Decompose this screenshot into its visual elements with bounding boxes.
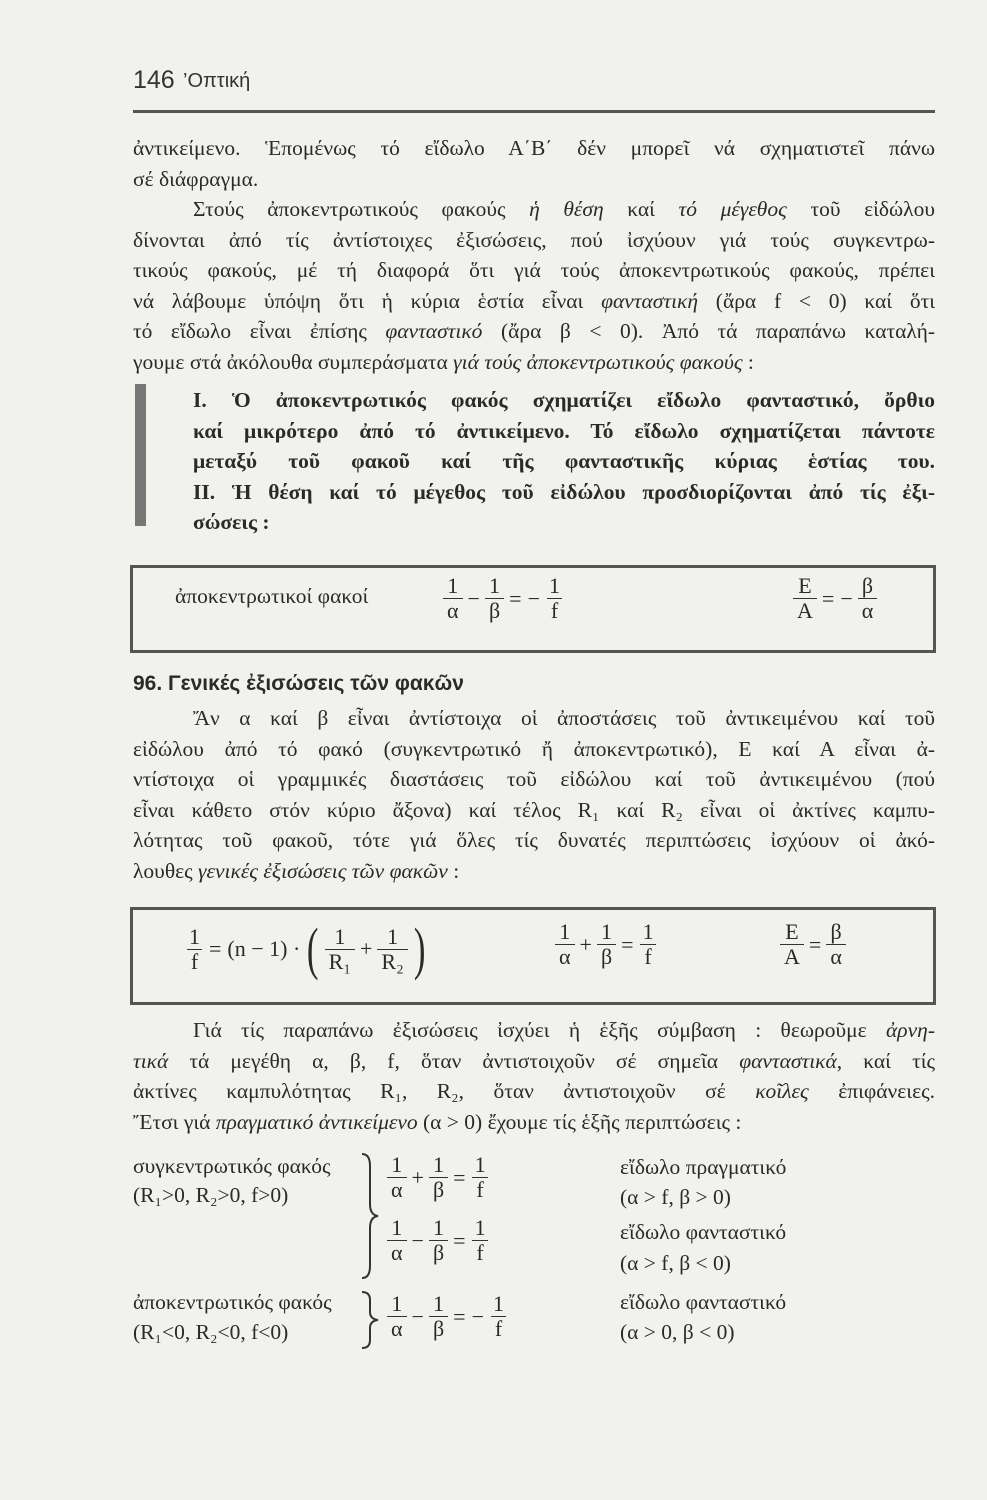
virtual-image-equation	[385, 1216, 492, 1265]
conclusions	[193, 385, 935, 538]
text-line	[193, 385, 935, 416]
denominator: f	[491, 1316, 506, 1341]
text-line	[133, 856, 935, 887]
text-line	[133, 286, 935, 317]
diverging-image-conditions: (α > 0, β < 0)	[620, 1320, 735, 1344]
italic-text: φανταστικά	[739, 1048, 837, 1073]
fraction	[429, 1216, 448, 1265]
text-segment: (ἄρα f < 0) καί ὅτι	[698, 288, 935, 313]
italic-text: φανταστική	[601, 288, 699, 313]
operator: +	[359, 936, 373, 961]
numerator: 1	[489, 573, 501, 598]
real-image-label: εἴδωλο πραγματικό	[620, 1155, 787, 1179]
text-line	[133, 795, 935, 826]
text-segment: Ἔτσι γιά	[133, 1109, 216, 1134]
text-segment: (ἄρα β < 0). Ἀπό τά παραπάνω καταλή-	[482, 319, 935, 343]
equation-box-general	[130, 907, 936, 1005]
text-segment: τοῦ εἰδώλου	[786, 197, 935, 221]
text-segment: λουθες	[133, 858, 199, 883]
box-label: ἀποκεντρωτικοί φακοί	[175, 584, 369, 608]
paragraph-3	[133, 703, 935, 886]
text-line	[193, 477, 935, 508]
operator: +	[579, 931, 592, 957]
numerator: β	[861, 573, 874, 598]
operator: =	[209, 936, 222, 961]
fraction	[555, 920, 575, 969]
operator: −	[467, 585, 480, 611]
denominator: α	[555, 944, 575, 969]
lens-equation	[441, 574, 566, 623]
fraction	[545, 574, 564, 623]
fraction	[489, 1292, 508, 1341]
denominator: f	[472, 1177, 487, 1202]
text-segment: , καί τίς	[836, 1048, 936, 1073]
numerator: 1	[447, 573, 459, 598]
text-segment: γουμε στά ἀκόλουθα συμπεράσματα	[133, 349, 454, 374]
fraction	[185, 925, 204, 974]
text-segment: Ι. Ὁ ἀποκεντρωτικός φακός σχηματίζει εἴδωλο φανταστικό, ὄρθιο	[193, 388, 935, 412]
text-segment: Ἄν α καί β εἶναι ἀντίστοιχα οἱ ἀποστάσεις τοῦ ἀντικειμένου καί τοῦ	[193, 706, 935, 730]
text-segment: ἀντικείμενο. Ἑπομένως τό εἴδωλο Α΄Β΄ δέν μπορεῖ νά σχηματιστεῖ πάνω	[133, 136, 935, 160]
paragraph-1	[133, 133, 935, 194]
converging-lens-conditions: (R₁>0, R₂>0, f>0)	[133, 1183, 289, 1207]
italic-text: τικά	[133, 1048, 169, 1073]
numerator: 1	[474, 1215, 486, 1240]
denominator: α	[858, 598, 878, 623]
text-line	[133, 255, 935, 286]
text-segment: σέ διάφραγμα.	[133, 166, 259, 191]
text-segment: τικούς φακούς, μέ τή διαφορά ὅτι γιά τούς ἀποκεντρωτικούς φακούς, πρέπει	[133, 258, 935, 282]
lens-equation	[553, 920, 660, 969]
numerator: 1	[391, 1152, 403, 1177]
text-segment: λότητας τοῦ φακοῦ, τότε γιά ὅλες τίς δυνατές περιπτώσεις ἰσχύουν οἱ ἀκό-	[133, 828, 935, 852]
operator: =	[808, 931, 822, 957]
text-segment: ντίστοιχα οἱ γραμμικές διαστάσεις τοῦ εἰδώλου καί τοῦ ἀντικειμένου (πού	[133, 767, 935, 791]
fraction	[429, 1292, 448, 1341]
text-segment: (α > 0) ἔχουμε τίς ἑξῆς περιπτώσεις :	[417, 1109, 742, 1134]
denominator: β	[429, 1240, 448, 1265]
paragraph-4	[133, 1015, 935, 1137]
denominator: f	[547, 598, 562, 623]
real-image-conditions: (α > f, β > 0)	[620, 1185, 731, 1209]
text-line	[133, 1107, 935, 1138]
running-header: ’Οπτική	[183, 70, 251, 92]
operator: −	[411, 1227, 424, 1253]
text-segment: καί	[603, 197, 679, 221]
denominator: f	[187, 949, 202, 974]
fraction	[639, 920, 658, 969]
italic-text: τό μέγεθος	[678, 197, 787, 221]
denominator: R₁	[325, 949, 355, 974]
denominator: f	[640, 944, 655, 969]
denominator: α	[387, 1177, 407, 1202]
text-line	[133, 1015, 935, 1046]
text-line	[193, 446, 935, 477]
converging-lens-label: συγκεντρωτικός φακός	[133, 1154, 331, 1178]
denominator: β	[429, 1177, 448, 1202]
fraction	[429, 1153, 448, 1202]
numerator: 1	[642, 919, 654, 944]
text-segment: ἐπιφάνειες.	[808, 1079, 935, 1103]
denominator: R₂	[377, 949, 407, 974]
denominator: Α	[780, 944, 804, 969]
italic-text: γενικές ἐξισώσεις τῶν φακῶν	[198, 858, 448, 883]
text-segment: δίνονται ἀπό τίς ἀντίστοιχες ἐξισώσεις, πού ἰσχύουν γιά τούς συγκεντρω-	[133, 227, 935, 252]
page-number: 146	[133, 66, 175, 94]
section-heading: 96. Γενικές ἐξισώσεις τῶν φακῶν	[133, 672, 464, 695]
text-line	[133, 1076, 935, 1107]
operator: −	[471, 1303, 484, 1329]
italic-text: πραγματικό ἀντικείμενο	[215, 1109, 418, 1134]
fraction	[377, 925, 407, 974]
fraction	[597, 920, 616, 969]
fraction	[471, 1153, 490, 1202]
operator: =	[621, 931, 634, 957]
italic-text: γιά τούς ἀποκεντρωτικούς φακούς	[453, 349, 743, 374]
numerator: 1	[433, 1291, 445, 1316]
operator: −	[527, 585, 540, 611]
numerator: 1	[493, 1291, 504, 1316]
italic-text: ἀρνη-	[886, 1018, 935, 1042]
fraction	[793, 574, 817, 623]
fraction	[443, 574, 463, 623]
operator: (n − 1) ·	[227, 936, 301, 961]
text-segment: εἶναι κάθετο στόν κύριο ἄξονα) καί τέλος R₁ καί R₂ εἶναι οἱ ἀκτίνες καμπυ-	[133, 797, 935, 822]
right-brace-icon	[358, 1290, 382, 1350]
fraction	[858, 574, 878, 623]
numerator: 1	[391, 1215, 403, 1240]
header-rule	[133, 110, 935, 113]
numerator: Ε	[798, 573, 812, 598]
virtual-image-conditions: (α > f, β < 0)	[620, 1251, 731, 1275]
large-parenthesis: )	[413, 916, 426, 981]
magnification-equation	[778, 920, 848, 969]
diverging-lens-label: ἀποκεντρωτικός φακός	[133, 1290, 332, 1314]
denominator: f	[472, 1240, 487, 1265]
numerator: Ε	[785, 919, 799, 944]
operator: =	[453, 1303, 466, 1329]
numerator: 1	[559, 919, 571, 944]
numerator: 1	[601, 919, 613, 944]
text-line	[193, 507, 935, 538]
virtual-image-label: εἴδωλο φανταστικό	[620, 1220, 787, 1244]
denominator: α	[443, 598, 463, 623]
fraction	[780, 920, 804, 969]
text-segment: :	[742, 349, 754, 374]
operator: +	[411, 1164, 424, 1190]
denominator: β	[485, 598, 504, 623]
numerator: 1	[474, 1152, 486, 1177]
diverging-image-label: εἴδωλο φανταστικό	[620, 1290, 787, 1314]
text-line	[133, 133, 935, 164]
operator: −	[411, 1303, 424, 1329]
numerator: 1	[391, 1291, 403, 1316]
denominator: Α	[793, 598, 817, 623]
text-segment: εἰδώλου ἀπό τό φακό (συγκεντρωτικό ἤ ἀποκεντρωτικό), Ε καί Α εἶναι ἀ-	[133, 736, 935, 761]
fraction	[826, 920, 846, 969]
real-image-equation	[385, 1153, 492, 1202]
right-brace-icon	[358, 1152, 382, 1280]
paragraph-2	[133, 194, 935, 377]
text-segment: μεταξύ τοῦ φακοῦ καί τῆς φανταστικῆς κύριας ἑστίας του.	[193, 449, 935, 473]
denominator: α	[826, 944, 846, 969]
denominator: α	[387, 1240, 407, 1265]
numerator: 1	[189, 923, 200, 949]
operator: =	[821, 585, 835, 611]
text-line	[133, 734, 935, 765]
text-line	[133, 703, 935, 734]
highlight-bar	[135, 384, 146, 526]
text-segment: Στούς ἀποκεντρωτικούς φακούς	[193, 197, 530, 221]
text-segment: ΙΙ. Ἡ θέση καί τό μέγεθος τοῦ εἰδώλου προσδιορίζονται ἀπό τίς ἐξι-	[193, 479, 935, 504]
text-segment: τά μεγέθη α, β, f, ὅταν ἀντιστοιχοῦν σέ σημεῖα	[168, 1048, 740, 1073]
text-line	[133, 825, 935, 856]
text-segment: τό εἴδωλο εἶναι ἐπίσης	[133, 319, 386, 343]
denominator: β	[429, 1316, 448, 1341]
numerator: 1	[549, 573, 560, 598]
text-line	[193, 416, 935, 447]
equation-box-diverging	[130, 565, 936, 653]
numerator: 1	[334, 923, 346, 949]
diverging-lens-conditions: (R₁<0, R₂<0, f<0)	[133, 1320, 289, 1344]
italic-text: φανταστικό	[385, 319, 483, 343]
operator: =	[453, 1164, 466, 1190]
large-parenthesis: (	[307, 916, 319, 981]
text-segment: καί μικρότερο ἀπό τό ἀντικείμενο. Τό εἴδωλο σχηματίζεται πάντοτε	[193, 418, 935, 443]
text-line	[133, 225, 935, 256]
magnification-equation	[791, 574, 879, 623]
fraction	[387, 1216, 407, 1265]
text-line	[133, 764, 935, 795]
denominator: β	[597, 944, 616, 969]
fraction	[325, 925, 355, 974]
text-line	[133, 347, 935, 378]
numerator: 1	[433, 1215, 445, 1240]
text-segment: ἀκτίνες καμπυλότητας R₁, R₂, ὅταν ἀντιστοιχοῦν σέ	[133, 1079, 756, 1103]
operator: −	[840, 585, 853, 611]
lensmaker-equation	[183, 916, 429, 981]
numerator: 1	[433, 1152, 445, 1177]
diverging-equation	[385, 1292, 510, 1341]
text-segment: :	[447, 858, 460, 883]
text-segment: νά λάβουμε ὑπόψη ὅτι ἡ κύρια ἑστία εἶναι	[133, 288, 602, 313]
fraction	[485, 574, 504, 623]
fraction	[387, 1153, 407, 1202]
text-line	[133, 194, 935, 225]
text-line	[133, 316, 935, 347]
numerator: β	[830, 919, 842, 944]
operator: =	[453, 1227, 466, 1253]
numerator: 1	[387, 923, 399, 949]
text-segment: σώσεις :	[193, 510, 270, 534]
fraction	[387, 1292, 407, 1341]
operator: =	[509, 585, 522, 611]
text-line	[133, 1046, 935, 1077]
fraction	[471, 1216, 490, 1265]
denominator: α	[387, 1316, 407, 1341]
italic-text: κοῖλες	[755, 1079, 809, 1103]
text-segment: Γιά τίς παραπάνω ἐξισώσεις ἰσχύει ἡ ἑξῆς σύμβαση : θεωροῦμε	[193, 1018, 887, 1042]
text-line	[133, 164, 935, 195]
italic-text: ἡ θέση	[529, 197, 604, 221]
